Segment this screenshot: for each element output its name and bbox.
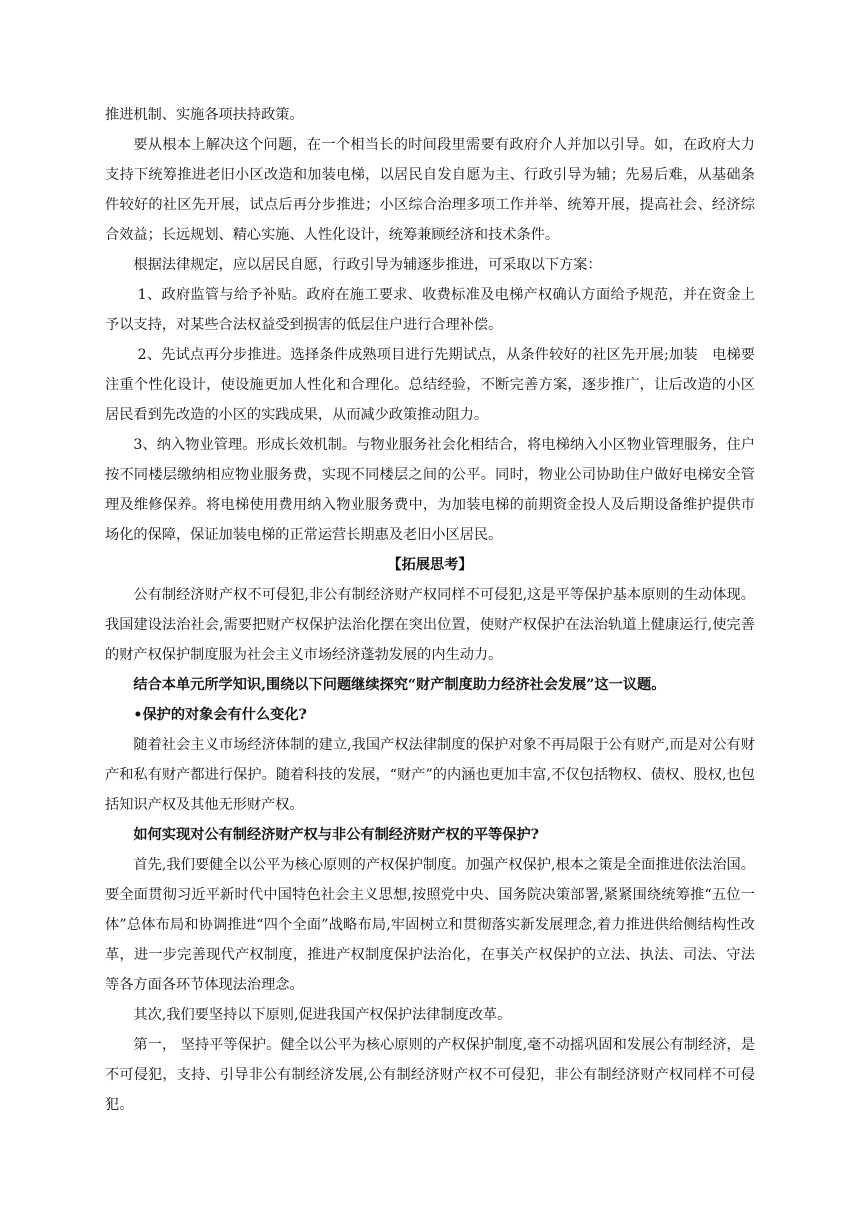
paragraph-plan-1: 1、政府监管与给予补贴。政府在施工要求、收费标准及电梯产权确认方面给予规范，并在资金上予以支持，对某些合法权益受到损害的低层住户进行合理补偿。 bbox=[105, 287, 755, 333]
paragraph-government-guidance: 要从根本上解决这个问题，在一个相当长的时间段里需要有政府介人并加以引导。如，在政府大力支持下统筹推进老旧小区改造和加装电梯，以居民自发自愿为主、行政引导为辅；先易后难，从基础条件较好的社区先开展，试点后再分步推进；小区综合治理多项工作并举、统筹开展，提高社会、经济综合效益；长远规划、精心实施、人性化设计，统筹兼顾经济和技术条件。 bbox=[105, 137, 755, 243]
paragraph-equal-protection: 公有制经济财产权不可侵犯,非公有制经济财产权同样不可侵犯,这是平等保护基本原则的生动体现。我国建设法治社会,需要把财产权保护法治化摆在突出位置，使财产权保护在法治轨道上健康运行,使完善的财产权保护制度服为社会主义市场经济蓬勃发展的内生动力。 bbox=[105, 587, 755, 663]
paragraph-intro-end: 推进机制、实施各项扶持政策。 bbox=[105, 107, 304, 123]
paragraph-plan-3: 3、纳入物业管理。形成长效机制。与物业服务社会化相结合，将电梯纳入小区物业管理服务，住户按不同楼层缴纳相应物业服务费，实现不同楼层之间的公平。同时，物业公司协助住户做好电梯安全管理及维修保养。将电梯使用费用纳入物业服务费中，为加装电梯的前期资金投人及后期设备维护提供市场化的保障，保证加装电梯的正常运营长期惠及老旧小区居民。 bbox=[105, 437, 755, 543]
paragraph-first: 首先,我们要健全以公平为核心原则的产权保护制度。加强产权保护,根本之策是全面推进依法治国。要全面贯彻习近平新时代中国特色社会主义思想,按照党中央、国务院决策部署,紧紧围绕统筹推“五位一体”总体布局和协调推进“四个全面”战略布局,牢固树立和贯彻落实新发展理念,着力推进供给侧结构性改革，进一步完善现代产权制度，推进产权制度保护法治化，在事关产权保护的立法、执法、司法、守法等各方面各环节体现法治理念。 bbox=[105, 857, 755, 993]
paragraph-protection-object: 随着社会主义市场经济体制的建立,我国产权法律制度的保护对象不再局限于公有财产,而是对公有财产和私有财产都进行保护。随着科技的发展，“财产”的内涵也更加丰富,不仅包括物权、债权、股权,也包括知识产权及其他无形财产权。 bbox=[105, 737, 755, 813]
paragraph-principle-1: 第一， 坚持平等保护。健全以公平为核心原则的产权保护制度,毫不动摇巩固和发展公有制经济，是不可侵犯，支持、引导非公有制经济发展,公有制经济财产权不可侵犯，非公有制经济财产权同样不可侵犯。 bbox=[105, 1037, 755, 1113]
paragraph-legal-basis: 根据法律规定，应以居民自愿，行政引导为辅逐步推进，可采取以下方案： bbox=[133, 257, 602, 273]
document-page bbox=[105, 100, 755, 1120]
section-heading: 【拓展思考】 bbox=[387, 557, 473, 573]
paragraph-plan-2: 2、先试点再分步推进。选择条件成熟项目进行先期试点，从条件较好的社区先开展;加装 电梯要注重个性化设计，使设施更加人性化和合理化。总结经验，不断完善方案，逐步推广，让后改造的小区居民看到先改造的小区的实践成果，从而减少政策推动阻力。 bbox=[105, 347, 755, 423]
paragraph-second: 其次,我们要坚持以下原则,促进我国产权保护法律制度改革。 bbox=[133, 1007, 512, 1023]
bullet-question: •保护的对象会有什么变化? bbox=[133, 707, 307, 723]
question-equal-protection: 如何实现对公有制经济财产权与非公有制经济财产权的平等保护? bbox=[133, 827, 539, 843]
question-topic: 结合本单元所学知识,围绕以下问题继续探究“财产制度助力经济社会发展”这一议题。 bbox=[133, 677, 666, 693]
